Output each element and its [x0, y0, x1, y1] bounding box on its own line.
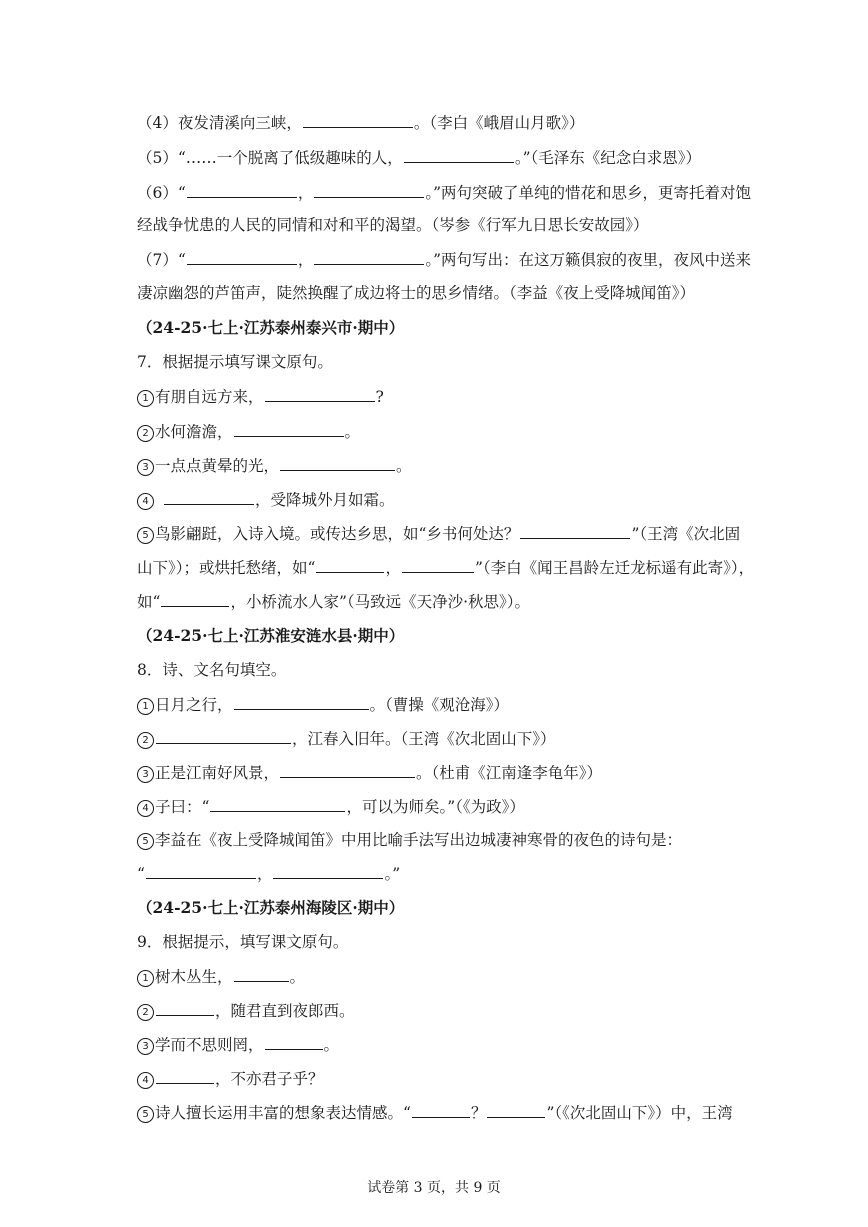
answer-blank[interactable]: [265, 386, 375, 402]
answer-blank[interactable]: [273, 863, 383, 879]
q9-title: 9．根据提示，填写课文原句。: [137, 933, 349, 951]
answer-blank[interactable]: [402, 557, 474, 573]
answer-blank[interactable]: [156, 1000, 214, 1016]
answer-blank[interactable]: [404, 147, 514, 163]
q7-sub-2: 2 水何澹澹， 。: [137, 421, 360, 442]
q9-sub-4: 4 ，不亦君子乎？: [137, 1068, 324, 1089]
q7-title: 7．根据提示填写课文原句。: [137, 353, 333, 371]
q9-sub-2: 2 ，随君直到夜郎西。: [137, 1000, 355, 1021]
answer-blank[interactable]: [156, 1068, 214, 1084]
circled-number: 3: [137, 766, 154, 783]
circled-number: 1: [137, 698, 154, 715]
circled-number: 4: [137, 800, 154, 817]
q9-source-header: （24-25·七上·江苏泰州海陵区·期中）: [137, 898, 405, 917]
answer-blank[interactable]: [234, 966, 289, 982]
answer-blank[interactable]: [161, 591, 229, 607]
answer-blank[interactable]: [316, 557, 384, 573]
circled-number: 1: [137, 390, 154, 407]
circled-number: 5: [137, 527, 154, 544]
q8-sub-1: 1 日月之行， 。（曹操《观沧海》）: [137, 694, 509, 715]
circled-number: 4: [137, 1072, 154, 1089]
answer-blank[interactable]: [412, 1102, 470, 1118]
answer-blank[interactable]: [146, 863, 256, 879]
q7-sub-4: 4 ，受降城外月如霜。: [137, 489, 395, 510]
q7-sub-5: 5 鸟影翩跹，入诗入境。或传达乡思，如“乡书何处达？ ”（王湾《次北固: [137, 523, 740, 544]
answer-blank[interactable]: [314, 182, 424, 198]
page-footer: 试卷第 3 页，共 9 页: [367, 1180, 501, 1196]
q6-item-7: （7）“ ， 。”两句写出：在这万籁俱寂的夜里，夜风中送来: [137, 251, 752, 269]
answer-blank[interactable]: [156, 728, 291, 744]
answer-blank[interactable]: [187, 182, 297, 198]
answer-blank[interactable]: [303, 112, 413, 128]
q6-item-6-cont: 经战争忧患的人民的同情和对和平的渴望。（岑参《行军九日思长安故园》）: [137, 216, 649, 234]
q8-sub-5-cont: “ ， 。”: [137, 865, 401, 883]
q8-sub-5: 5 李益在《夜上受降城闻笛》中用比喻手法写出边城凄神寒骨的夜色的诗句是：: [137, 830, 682, 850]
answer-blank[interactable]: [314, 249, 424, 265]
q8-source-header: （24-25·七上·江苏淮安涟水县·期中）: [137, 626, 405, 645]
q8-title: 8．诗、文名句填空。: [137, 661, 287, 679]
q9-sub-3: 3 学而不思则罔， 。: [137, 1034, 339, 1055]
circled-number: 2: [137, 732, 154, 749]
answer-blank[interactable]: [187, 249, 297, 265]
answer-blank[interactable]: [164, 489, 254, 505]
q8-sub-3: 3 正是江南好风景， 。（杜甫《江南逢李龟年》）: [137, 762, 602, 783]
circled-number: 3: [137, 1038, 154, 1055]
q6-item-7-cont: 凄凉幽怨的芦笛声，陡然换醒了成边将士的思乡情绪。（李益《夜上受降城闻笛》）: [137, 284, 696, 302]
answer-blank[interactable]: [280, 455, 395, 471]
q7-sub-5-cont-2: 如“ ，小桥流水人家”（马致远《天净沙·秋思》）。: [137, 593, 531, 611]
q9-sub-5: 5 诗人擅长运用丰富的想象表达情感。“ ？ ”（《次北固山下》）中，王湾: [137, 1102, 733, 1123]
q6-item-4: （4）夜发清溪向三峡， 。（李白《峨眉山月歌》）: [137, 114, 585, 132]
q7-source-header: （24-25·七上·江苏泰州泰兴市·期中）: [137, 318, 405, 337]
q7-sub-3: 3 一点点黄晕的光， 。: [137, 455, 412, 476]
circled-number: 5: [137, 833, 154, 850]
answer-blank[interactable]: [210, 796, 345, 812]
circled-number: 1: [137, 970, 154, 987]
circled-number: 5: [137, 1106, 154, 1123]
circled-number: 2: [137, 425, 154, 442]
q8-sub-2: 2 ，江春入旧年。（王湾《次北固山下》）: [137, 728, 556, 749]
q8-sub-4: 4 子曰：“ ，可以为师矣。”（《为政》）: [137, 796, 525, 817]
answer-blank[interactable]: [520, 523, 630, 539]
q6-item-5: （5）“……一个脱离了低级趣味的人， 。”（毛泽东《纪念白求恩》）: [137, 149, 701, 167]
q6-item-6: （6）“ ， 。”两句突破了单纯的惜花和思乡，更寄托着对饱: [137, 184, 752, 202]
q7-sub-5-cont-1: 山下》）；或烘托愁绪，如“ ， ”（李白《闻王昌龄左迁龙标遥有此寄》），: [137, 559, 755, 577]
answer-blank[interactable]: [234, 421, 344, 437]
answer-blank[interactable]: [280, 762, 415, 778]
answer-blank[interactable]: [234, 694, 369, 710]
q7-sub-1: 1 有朋自远方来， ?: [137, 386, 384, 407]
circled-number: 4: [137, 493, 154, 510]
circled-number: 3: [137, 459, 154, 476]
circled-number: 2: [137, 1004, 154, 1021]
answer-blank[interactable]: [265, 1034, 323, 1050]
answer-blank[interactable]: [487, 1102, 545, 1118]
q9-sub-1: 1 树木丛生， 。: [137, 966, 305, 987]
